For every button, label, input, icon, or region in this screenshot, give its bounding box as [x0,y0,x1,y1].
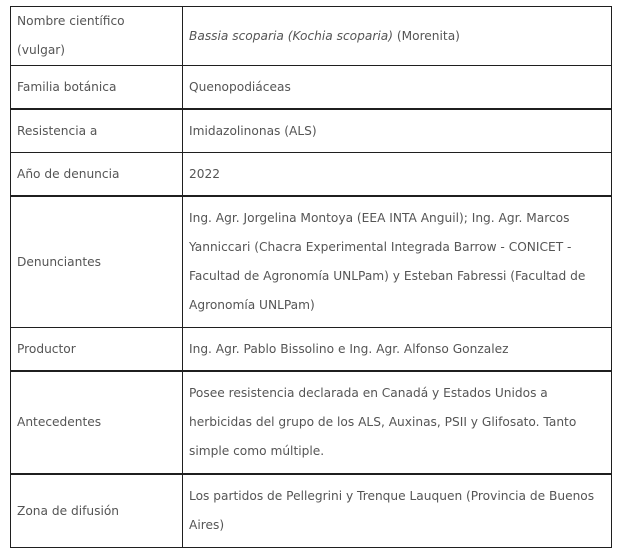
weed-info-table-container [10,6,609,548]
row-value: Ing. Agr. Jorgelina Montoya (EEA INTA Anguil); Ing. Agr. Marcos Yanniccari (Chacra Experimental Integrada Barrow - CONICET - Facultad de Agronomía UNLPam) y Esteban Fabressi (Facultad de Agronomía UNLPam) [183,196,612,328]
table-row-producer [11,328,612,372]
row-label: Año de denuncia [11,153,183,197]
row-label: Antecedentes [11,371,183,474]
row-value: Posee resistencia declarada en Canadá y Estados Unidos a herbicidas del grupo de los ALS, Auxinas, PSII y Glifosato. Tanto simple como múltiple. [183,371,612,474]
row-value: Ing. Agr. Pablo Bissolino e Ing. Agr. Alfonso Gonzalez [183,328,612,372]
row-value [183,7,612,66]
weed-info-table [10,6,612,548]
table-row-scientific-name [11,7,612,66]
row-label: Resistencia a [11,109,183,153]
table-row-family [11,66,612,110]
row-value: Quenopodiáceas [183,66,612,110]
row-label: Productor [11,328,183,372]
row-value: 2022 [183,153,612,197]
row-value: Imidazolinonas (ALS) [183,109,612,153]
row-label: Zona de difusión [11,474,183,548]
table-row-resistance [11,109,612,153]
table-row-year [11,153,612,197]
row-label: Nombre científico (vulgar) [11,7,183,66]
row-label: Denunciantes [11,196,183,328]
scientific-name: Bassia scoparia (Kochia scoparia) [189,28,393,43]
row-value: Los partidos de Pellegrini y Trenque Lauquen (Provincia de Buenos Aires) [183,474,612,548]
table-row-reporters [11,196,612,328]
table-row-background [11,371,612,474]
row-label: Familia botánica [11,66,183,110]
common-name: (Morenita) [392,28,460,43]
table-row-spread-zone [11,474,612,548]
